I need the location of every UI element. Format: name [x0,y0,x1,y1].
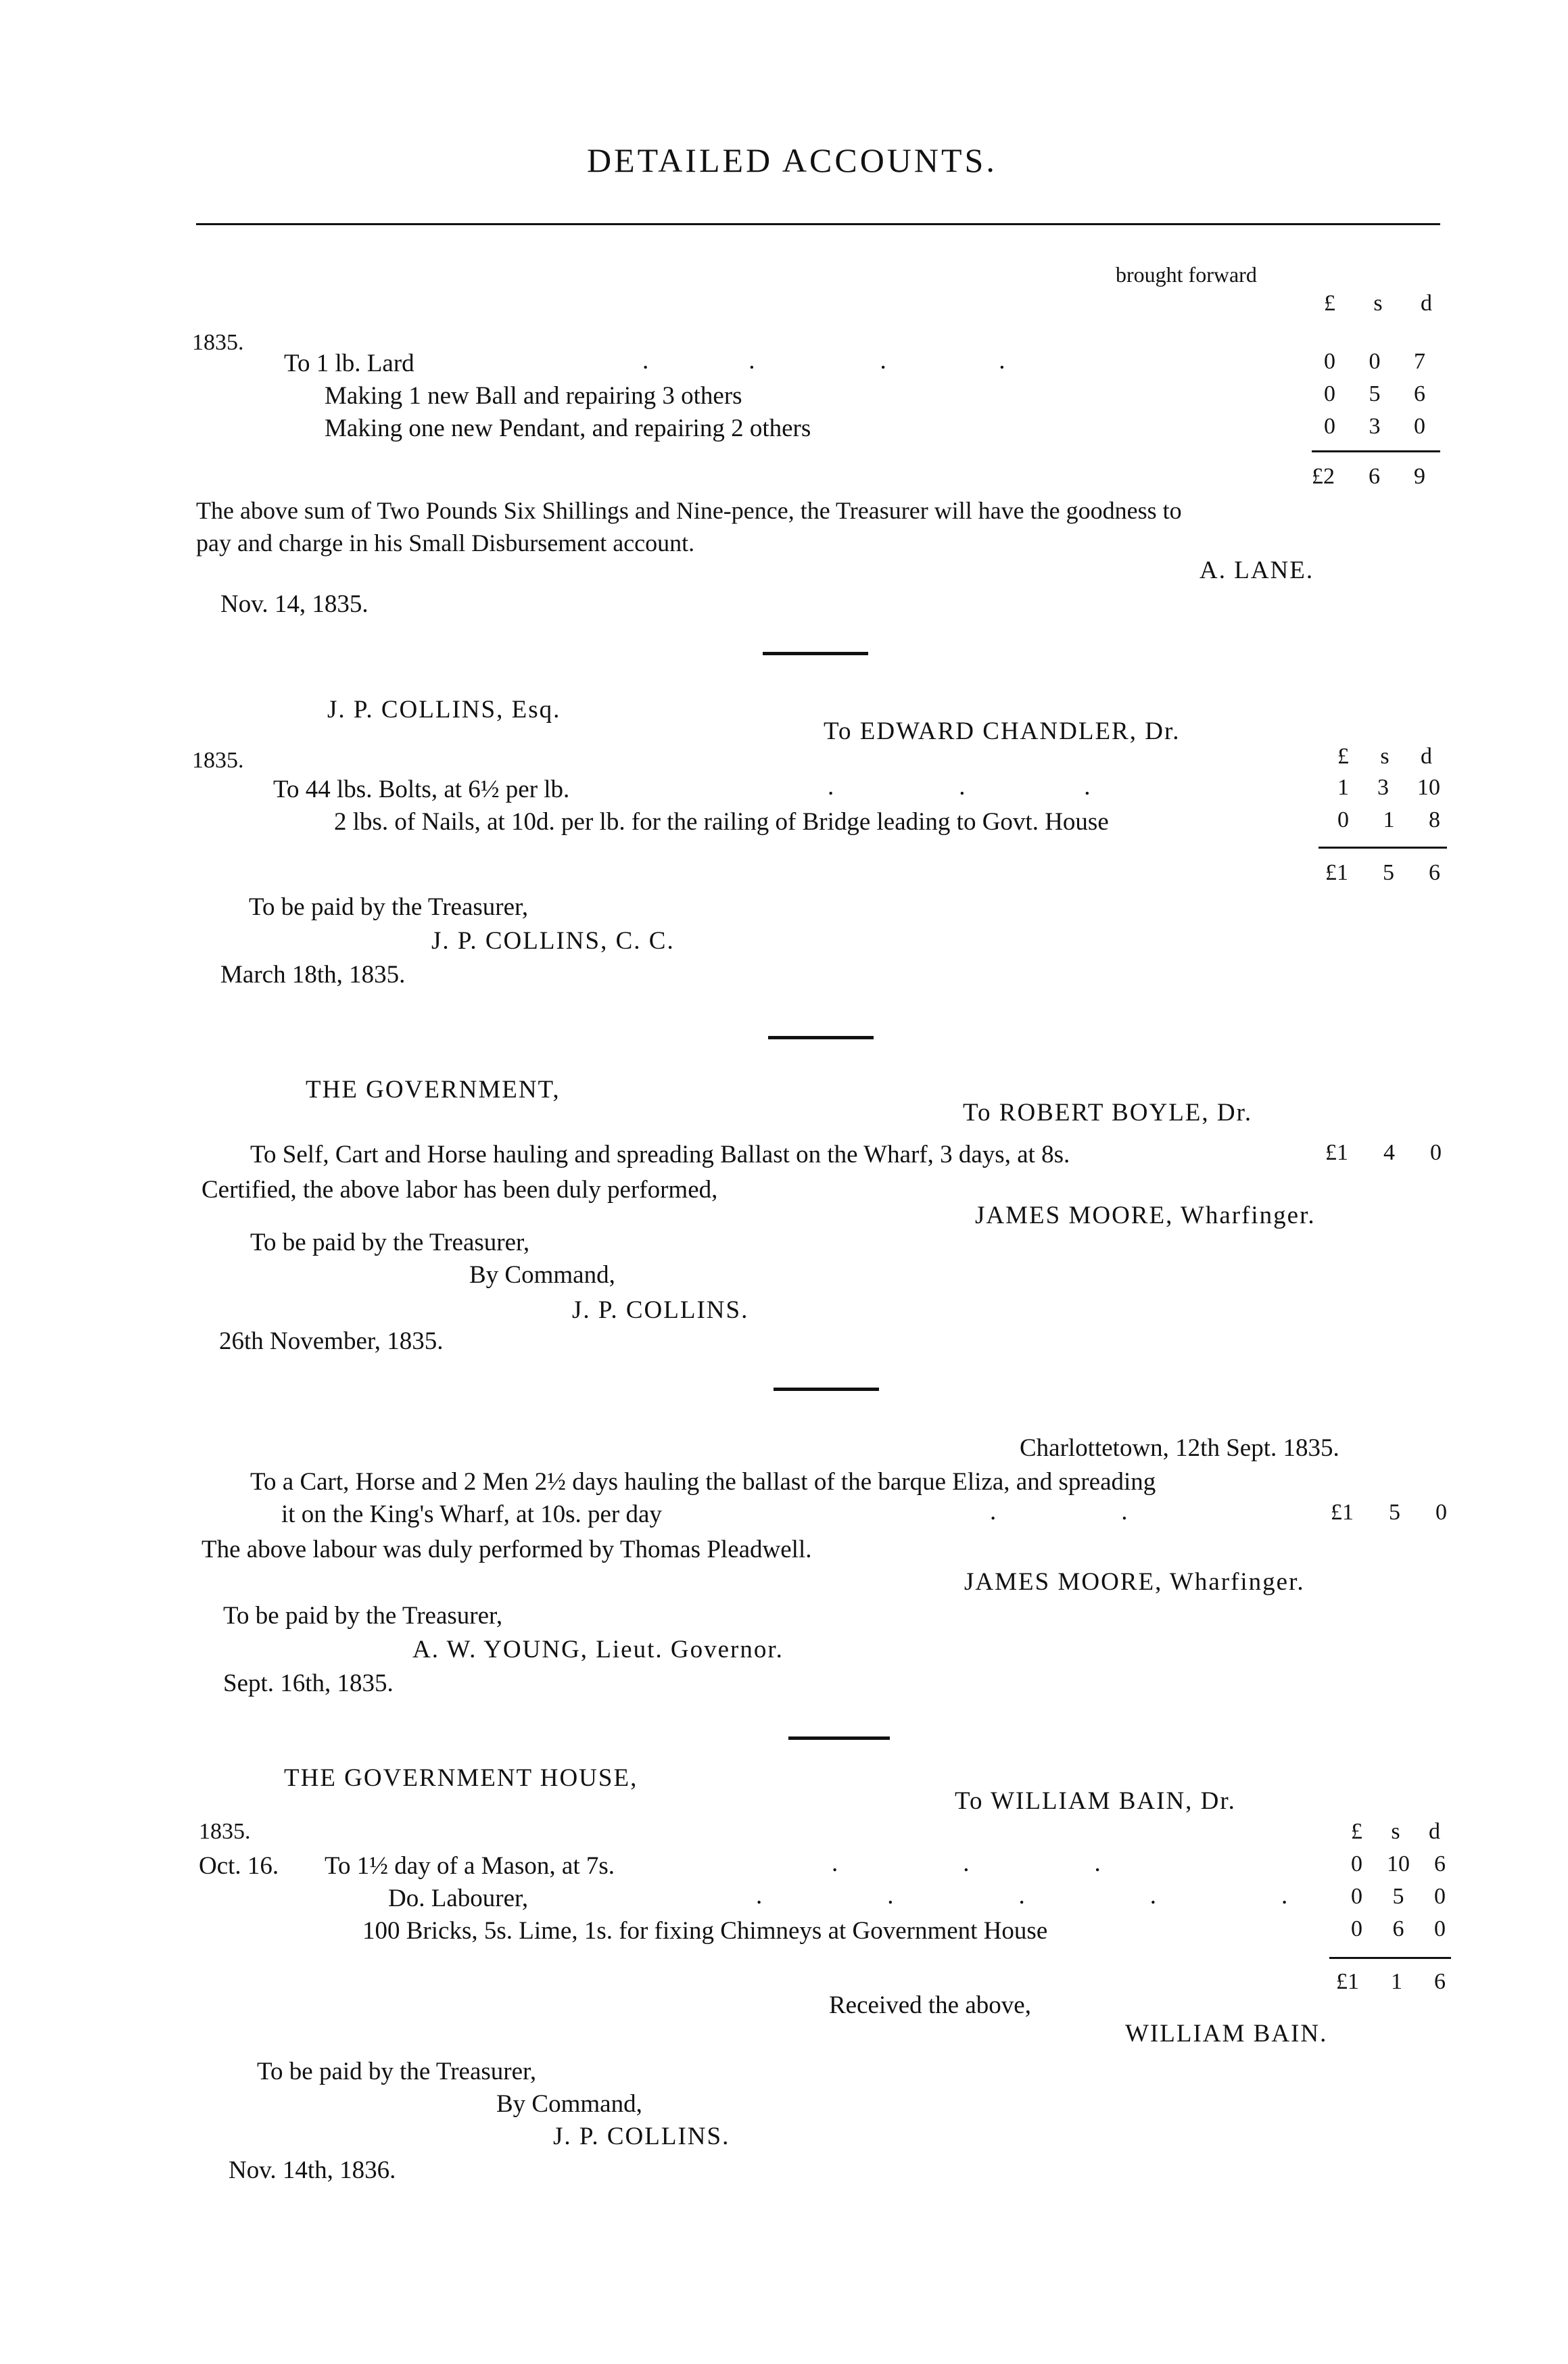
section-divider [774,1388,879,1391]
brought-forward-label: brought forward [1116,262,1257,287]
bain-item-2: Do. Labourer, [388,1885,529,1912]
bain-item-1: To 1½ day of a Mason, at 7s. [325,1852,615,1880]
chandler-item-1: To 44 lbs. Bolts, at 6½ per lb. [273,776,570,803]
boyle-creditor: To ROBERT BOYLE, Dr. [963,1099,1253,1127]
pounds: 0 [1324,349,1335,374]
bain-signer: J. P. COLLINS. [553,2123,730,2150]
lane-year: 1835. [192,330,244,355]
page-title: DETAILED ACCOUNTS. [587,141,997,179]
chandler-date: March 18th, 1835. [220,961,406,989]
shillings: 3 [1377,775,1389,800]
shillings: 3 [1369,414,1381,439]
eliza-date: Sept. 16th, 1835. [223,1670,394,1697]
leader-dots: . . . . [642,347,1005,375]
pounds: 0 [1337,807,1349,832]
chandler-amount-1 [1337,775,1440,801]
leader-dots: . . . [832,1849,1101,1877]
shillings-header: s [1391,1819,1400,1844]
shillings: 6 [1369,464,1380,489]
shillings: 1 [1383,807,1395,832]
chandler-pay-note: To be paid by the Treasurer, [249,893,529,921]
bain-pay-note: To be paid by the Treasurer, [257,2058,537,2085]
pence: 0 [1430,1140,1442,1165]
pence: 7 [1414,349,1425,374]
boyle-pay-note: To be paid by the Treasurer, [250,1229,530,1256]
sum-rule [1312,450,1440,452]
bain-date: Nov. 14th, 1836. [229,2156,396,2184]
lane-signer: A. LANE. [1199,557,1314,584]
pounds: 0 [1324,381,1335,406]
bain-item-3: 100 Bricks, 5s. Lime, 1s. for fixing Chimneys at Government House [362,1917,1048,1945]
lane-amount-header [1324,291,1432,316]
shillings: 5 [1369,381,1381,406]
shillings: 5 [1389,1500,1400,1525]
eliza-place-date: Charlottetown, 12th Sept. 1835. [1020,1434,1339,1462]
leader-dots: . . . [828,773,1091,801]
boyle-command: By Command, [469,1261,615,1289]
chandler-total [1325,860,1440,886]
eliza-pay-note: To be paid by the Treasurer, [223,1602,503,1630]
chandler-item-2: 2 lbs. of Nails, at 10d. per lb. for the railing of Bridge leading to Govt. House [334,808,1109,836]
sum-rule [1329,1957,1451,1959]
pence: 6 [1434,1851,1446,1876]
pounds: 0 [1324,414,1335,439]
section-divider [768,1036,874,1039]
eliza-signer: A. W. YOUNG, Lieut. Governor. [412,1636,784,1663]
pence: 0 [1414,414,1425,439]
shillings: 10 [1387,1851,1410,1876]
boyle-item: To Self, Cart and Horse hauling and spreading Ballast on the Wharf, 3 days, at 8s. [250,1141,1070,1168]
pounds: £1 [1325,1140,1348,1165]
lane-date: Nov. 14, 1835. [220,590,369,618]
pounds: 1 [1337,775,1349,800]
boyle-amount [1325,1140,1442,1166]
lane-item-2: Making 1 new Ball and repairing 3 others [325,382,742,410]
lane-total [1312,464,1425,490]
pounds: 0 [1351,1851,1362,1876]
eliza-item-line-2: it on the King's Wharf, at 10s. per day [281,1500,662,1528]
bain-amount-1 [1351,1851,1446,1877]
eliza-amount [1331,1500,1447,1526]
pounds: £2 [1312,464,1335,489]
section-divider [788,1736,890,1740]
boyle-certifier: JAMES MOORE, Wharfinger. [975,1202,1316,1229]
title-rule [196,223,1440,225]
eliza-item-line-1: To a Cart, Horse and 2 Men 2½ days hauling the ballast of the barque Eliza, and spreading [250,1468,1156,1496]
chandler-addressee: J. P. COLLINS, Esq. [327,696,561,724]
pence: 0 [1434,1916,1446,1941]
lane-amount-3 [1324,414,1425,440]
leader-dots: . . . . . [756,1882,1288,1910]
chandler-year: 1835. [192,748,244,773]
pence: 9 [1414,464,1425,489]
shillings: 5 [1392,1884,1404,1909]
pounds: £1 [1325,860,1348,885]
lane-item-3: Making one new Pendant, and repairing 2 others [325,415,811,442]
shillings: 5 [1383,860,1394,885]
pounds: 0 [1351,1884,1362,1909]
pence-header: d [1420,291,1432,316]
eliza-certifier: JAMES MOORE, Wharfinger. [964,1568,1305,1596]
pence: 10 [1417,775,1440,800]
shillings: 0 [1369,349,1381,374]
pence-header: d [1428,1819,1440,1844]
lane-amount-1 [1324,349,1425,375]
chandler-creditor: To EDWARD CHANDLER, Dr. [824,717,1181,745]
boyle-certified: Certified, the above labor has been duly performed, [201,1176,718,1204]
sum-rule [1318,847,1447,849]
bain-received: Received the above, [829,1991,1031,2019]
pence-header: d [1420,744,1432,769]
shillings: 4 [1383,1140,1395,1165]
lane-note-line-2: pay and charge in his Small Disbursement account. [196,529,695,557]
chandler-signer: J. P. COLLINS, C. C. [431,927,675,955]
pounds: £1 [1336,1969,1359,1994]
pounds: £1 [1331,1500,1354,1525]
lane-note-line-1: The above sum of Two Pounds Six Shillings and Nine-pence, the Treasurer will have the goodness to [196,497,1182,524]
pence: 0 [1435,1500,1447,1525]
bain-addressee: THE GOVERNMENT HOUSE, [284,1764,638,1792]
bain-date-col: Oct. 16. [199,1852,279,1880]
leader-dots: . . [990,1498,1128,1526]
eliza-performed: The above labour was duly performed by Thomas Pleadwell. [201,1536,812,1563]
pence: 6 [1429,860,1440,885]
pounds-header: £ [1337,744,1349,769]
lane-item-1: To 1 lb. Lard [284,350,414,377]
pence: 6 [1414,381,1425,406]
section-divider [763,652,868,655]
pounds-header: £ [1351,1819,1362,1844]
pence: 6 [1434,1969,1446,1994]
shillings-header: s [1373,291,1383,316]
shillings-header: s [1380,744,1389,769]
bain-receiver: WILLIAM BAIN. [1125,2020,1328,2048]
shillings: 6 [1392,1916,1404,1941]
pence: 8 [1429,807,1440,832]
bain-total [1336,1969,1446,1995]
boyle-addressee: THE GOVERNMENT, [306,1076,561,1104]
bain-amount-header [1351,1819,1440,1845]
bain-amount-2 [1351,1884,1446,1910]
boyle-signer: J. P. COLLINS. [572,1296,749,1324]
chandler-amount-header [1337,744,1432,770]
bain-command: By Command, [496,2090,642,2118]
pounds: 0 [1351,1916,1362,1941]
bain-amount-3 [1351,1916,1446,1942]
lane-amount-2 [1324,381,1425,407]
pounds-header: £ [1324,291,1335,316]
bain-year: 1835. [199,1819,251,1844]
bain-creditor: To WILLIAM BAIN, Dr. [955,1787,1236,1815]
chandler-amount-2 [1337,807,1440,833]
pence: 0 [1434,1884,1446,1909]
shillings: 1 [1391,1969,1402,1994]
boyle-date: 26th November, 1835. [219,1327,444,1355]
